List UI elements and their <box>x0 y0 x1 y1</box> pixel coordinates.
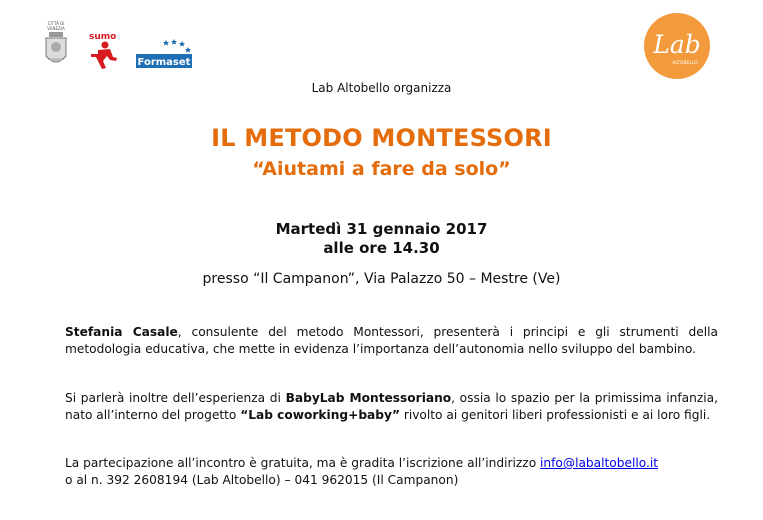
registration-phones: o al n. 392 2608194 (Lab Altobello) – 041 962015 (Il Campanon) <box>65 472 459 487</box>
babylab-description: , ossia lo spazio per la primissima infanzia, nato all’interno del progetto <box>65 391 718 422</box>
sumo-logo <box>88 30 120 70</box>
babylab-name: BabyLab Montessoriano <box>285 391 452 405</box>
project-name: “Lab coworking+baby” <box>240 407 400 422</box>
event-date: Martedì 31 gennaio 2017 <box>275 220 488 238</box>
event-time: alle ore 14.30 <box>323 239 440 257</box>
event-venue: presso “Il Campanon”, Via Palazzo 50 – Mestre (Ve) <box>202 271 561 287</box>
paragraph-registration <box>65 455 718 488</box>
lab-logo-subtext: ALTOBELLO <box>672 61 698 66</box>
project-description: rivolto ai genitori liberi professionisti e ai loro figli. <box>399 407 711 422</box>
sumo-logo-text: sumo <box>89 32 117 42</box>
svg-text:VENEZIA: VENEZIA <box>47 26 65 31</box>
svg-text:CITTÀ DI: CITTÀ DI <box>47 21 65 26</box>
organizer-line: Lab Altobello organizza <box>311 81 452 95</box>
formaset-logo <box>136 38 192 70</box>
lab-altobello-logo <box>643 12 711 80</box>
event-subtitle: “Aiutami a fare da solo” <box>252 158 511 180</box>
paragraph-speaker <box>65 324 718 357</box>
registration-intro: La partecipazione all’incontro è gratuita, ma è gradita l’iscrizione all’indirizzo <box>65 456 541 470</box>
paragraph-babylab <box>65 390 718 423</box>
event-title: IL METODO MONTESSORI <box>211 124 552 152</box>
speaker-description: , consulente del metodo Montessori, presenterà i principi e gli strumenti della metodologia educativa, che mette in evidenza l’importanza dell’autonomia nello sviluppo del bambino. <box>65 325 718 356</box>
citta-di-venezia-logo <box>42 20 70 70</box>
email-link[interactable]: info@labaltobello.it <box>540 456 659 470</box>
speaker-name: Stefania Casale <box>65 325 178 339</box>
babylab-intro: Si parlerà inoltre dell’esperienza di <box>65 391 286 405</box>
formaset-logo-text: Formaset <box>137 57 191 68</box>
lab-logo-text: Lab <box>653 30 701 59</box>
